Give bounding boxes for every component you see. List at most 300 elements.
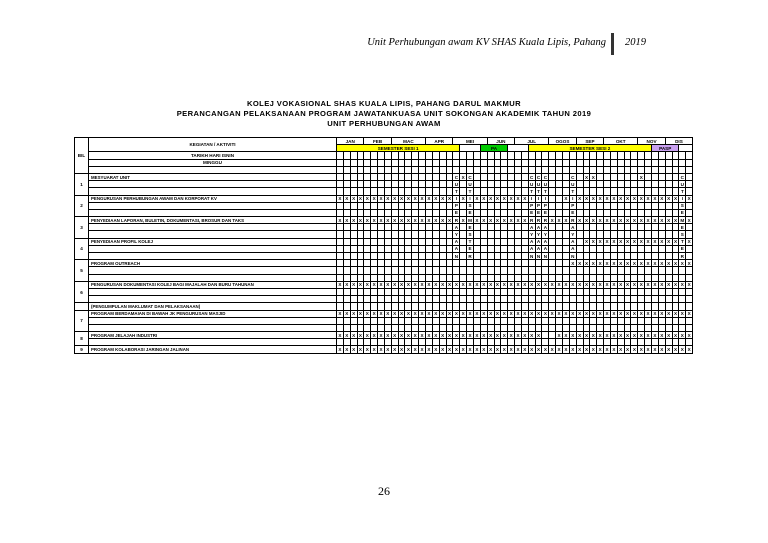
kegiatan-header: KEGIATAN / AKTIVITI [89,138,337,152]
tarikh-label: TARIKH HARI ISNIN [89,152,337,159]
schedule-cell [412,339,419,346]
schedule-cell [590,188,597,195]
week-number-cell [398,159,405,166]
schedule-cell [405,267,412,274]
schedule-mark: X [605,196,609,202]
schedule-mark: X [619,196,623,202]
schedule-cell [686,317,693,324]
schedule-cell [480,317,487,324]
date-cell [364,152,371,159]
schedule-cell [583,324,590,331]
schedule-cell [624,324,631,331]
spacer-cell [645,166,652,173]
schedule-cell [460,209,467,216]
schedule-mark: X [571,260,575,266]
schedule-cell [515,267,522,274]
schedule-cell [535,267,542,274]
spacer-cell [446,166,453,173]
spacer-cell [617,166,624,173]
schedule-mark: X [482,332,486,338]
schedule-cell [624,274,631,281]
schedule-cell [378,324,385,331]
schedule-cell [412,181,419,188]
schedule-cell [679,324,686,331]
week-number-cell [480,159,487,166]
schedule-cell [624,253,631,260]
date-cell [508,152,515,159]
schedule-cell [521,202,528,209]
schedule-cell [426,231,433,238]
schedule-cell [645,303,652,310]
schedule-mark: X [557,347,561,353]
schedule-cell [357,202,364,209]
schedule-mark: X [358,347,362,353]
date-cell [398,152,405,159]
week-number-cell [617,159,624,166]
schedule-mark: X [673,239,678,245]
schedule-cell [631,202,638,209]
schedule-cell [597,317,604,324]
title-line-1: KOLEJ VOKASIONAL SHAS KUALA LIPIS, PAHANG DARUL MAKMUR [246,99,522,108]
schedule-cell [501,303,508,310]
spacer-cell [453,166,460,173]
schedule-cell [686,288,693,295]
schedule-cell [672,253,679,260]
schedule-cell [665,253,672,260]
schedule-mark: X [536,311,541,317]
schedule-cell [549,253,556,260]
schedule-cell [501,339,508,346]
schedule-cell [453,288,460,295]
schedule-cell [515,339,522,346]
schedule-cell [583,253,590,260]
schedule-cell [412,324,419,331]
vertical-letter: A [530,246,534,252]
schedule-cell [453,267,460,274]
schedule-cell [665,202,672,209]
vertical-letter: S [468,232,472,238]
schedule-cell [686,253,693,260]
schedule-cell [556,195,563,202]
schedule-cell [549,202,556,209]
schedule-cell [658,202,665,209]
schedule-cell [398,253,405,260]
schedule-cell [665,188,672,195]
schedule-cell [665,339,672,346]
bil-header: BIL [75,138,89,174]
schedule-cell [460,231,467,238]
schedule-cell [364,173,371,180]
schedule-cell [439,267,446,274]
vertical-letter: R [468,253,472,259]
schedule-mark: X [680,282,684,288]
schedule-mark: X [578,260,582,266]
schedule-cell [480,173,487,180]
schedule-mark: X [379,311,383,317]
schedule-cell [665,296,672,303]
schedule-cell [384,288,391,295]
schedule-mark: X [441,332,445,338]
schedule-cell [521,296,528,303]
schedule-cell [610,317,617,324]
schedule-cell [542,303,549,310]
schedule-mark: X [680,311,684,317]
schedule-cell [398,317,405,324]
week-number-cell [384,159,391,166]
schedule-mark: X [386,332,390,338]
schedule-cell [446,296,453,303]
spacer-cell [631,166,638,173]
schedule-mark: X [434,347,438,353]
schedule-cell [521,209,528,216]
schedule-cell [405,303,412,310]
vertical-letter: E [543,210,547,216]
schedule-cell [624,317,631,324]
vertical-letter: R [454,217,459,223]
schedule-cell [350,288,357,295]
schedule-mark: X [619,347,623,353]
activity-name: (PENGUMPULAN MAKLUMAT DAN PELAKSANAAN) [89,303,337,310]
schedule-cell [473,260,480,267]
schedule-cell [446,317,453,324]
date-cell [672,152,679,159]
schedule-mark: X [550,347,554,353]
schedule-mark: X [646,347,650,353]
schedule-cell [665,303,672,310]
schedule-cell [460,288,467,295]
schedule-cell [624,245,631,252]
schedule-mark: X [660,217,664,223]
week-number-cell [542,159,549,166]
schedule-cell [617,202,624,209]
schedule-cell [515,317,522,324]
schedule-cell [508,181,515,188]
schedule-cell [364,253,371,260]
schedule-cell [480,274,487,281]
date-cell [645,152,652,159]
schedule-mark: X [523,347,527,353]
schedule-cell [419,253,426,260]
spacer-cell [371,166,378,173]
schedule-mark: X [653,260,657,266]
schedule-mark: X [406,347,410,353]
semester-gap [460,145,481,152]
schedule-cell [487,238,494,245]
date-cell [419,152,426,159]
schedule-cell [378,260,385,267]
schedule-cell [501,296,508,303]
schedule-cell [597,339,604,346]
schedule-cell [652,181,659,188]
schedule-cell [405,324,412,331]
schedule-mark: X [475,311,479,317]
activity-number [75,303,89,310]
week-number-cell [686,159,693,166]
schedule-cell [652,188,659,195]
week-number-cell [556,159,563,166]
schedule-cell [426,253,433,260]
schedule-cell [405,231,412,238]
schedule-cell [638,253,645,260]
schedule-cell [597,303,604,310]
schedule-mark: X [605,332,609,338]
schedule-cell [343,339,350,346]
week-number-cell [590,159,597,166]
schedule-cell [398,231,405,238]
spacer-cell [672,166,679,173]
schedule-cell [583,231,590,238]
week-number-cell [624,159,631,166]
vertical-letter: T [528,188,535,195]
schedule-cell [549,188,556,195]
vertical-letter: T [467,188,474,195]
schedule-cell [515,288,522,295]
schedule-cell [378,231,385,238]
schedule-cell [337,267,344,274]
schedule-cell [617,231,624,238]
vertical-letter: T [679,188,686,195]
vertical-letter: A [536,224,541,230]
schedule-cell [460,238,467,245]
spacer-cell [391,166,398,173]
schedule-cell [576,288,583,295]
vertical-letter: U [543,181,548,187]
schedule-cell [597,224,604,231]
schedule-cell [665,274,672,281]
schedule-mark: X [564,282,568,288]
schedule-cell [439,224,446,231]
schedule-mark: X [632,332,636,338]
schedule-mark: X [338,332,342,338]
schedule-cell [528,303,535,310]
schedule-cell [378,339,385,346]
schedule-cell [350,188,357,195]
schedule-cell [357,231,364,238]
date-cell [562,152,569,159]
schedule-mark: X [591,282,595,288]
schedule-cell [337,209,344,216]
schedule-cell [672,274,679,281]
schedule-mark: X [482,282,486,288]
schedule-cell [446,324,453,331]
schedule-cell [453,339,460,346]
schedule-mark: X [591,196,595,202]
schedule-cell [439,231,446,238]
spacer-cell [562,166,569,173]
schedule-cell [652,288,659,295]
schedule-cell [604,324,611,331]
schedule-mark: X [372,196,376,202]
schedule-cell [357,253,364,260]
schedule-mark: X [653,311,657,317]
schedule-cell [405,339,412,346]
schedule-cell [473,317,480,324]
schedule-cell [343,202,350,209]
activity-name-continuation [89,317,337,324]
schedule-mark: X [571,311,575,317]
schedule-cell [405,296,412,303]
schedule-cell [501,181,508,188]
schedule-mark: X [406,282,410,288]
schedule-cell [686,224,693,231]
schedule-cell [467,274,474,281]
vertical-letter: N [543,253,548,259]
schedule-cell [364,288,371,295]
schedule-cell [624,296,631,303]
schedule-cell [535,288,542,295]
schedule-mark: X [646,260,650,266]
schedule-cell [343,253,350,260]
schedule-cell [419,274,426,281]
schedule-cell [364,339,371,346]
schedule-cell [343,224,350,231]
month-header: JAN [337,138,364,145]
schedule-cell [371,253,378,260]
schedule-mark: X [598,347,602,353]
schedule-mark: X [461,196,465,202]
schedule-cell [508,296,515,303]
schedule-cell [549,296,556,303]
schedule-cell [432,288,439,295]
schedule-mark: X [509,196,513,202]
schedule-cell [364,274,371,281]
schedule-cell [638,303,645,310]
schedule-cell [576,173,583,180]
schedule-cell [576,339,583,346]
schedule-cell [357,181,364,188]
schedule-mark: X [646,332,650,338]
schedule-mark: X [454,311,458,317]
schedule-cell [343,267,350,274]
schedule-cell [576,303,583,310]
schedule-cell [631,253,638,260]
schedule-cell [604,339,611,346]
schedule-mark: X [530,347,534,353]
schedule-cell [337,339,344,346]
schedule-cell [487,181,494,188]
schedule-mark: X [399,282,404,288]
schedule-cell [679,288,686,295]
schedule-cell [473,173,480,180]
schedule-cell [439,173,446,180]
schedule-cell [617,324,624,331]
schedule-cell [562,209,569,216]
month-header: OGOS [549,138,576,145]
schedule-cell [391,303,398,310]
schedule-cell [556,288,563,295]
schedule-mark: X [673,196,678,202]
schedule-cell [473,253,480,260]
schedule-mark: X [516,311,520,317]
schedule-cell [357,188,364,195]
vertical-letter: A [571,224,575,230]
schedule-mark: X [393,347,397,353]
schedule-cell [645,188,652,195]
schedule-cell [638,288,645,295]
schedule-cell [638,339,645,346]
schedule-cell [350,339,357,346]
schedule-cell [357,267,364,274]
schedule-mark: X [564,332,568,338]
schedule-mark: X [639,311,643,317]
schedule-cell [521,245,528,252]
schedule-mark: X [345,311,349,317]
date-cell [576,152,583,159]
schedule-mark: X [523,282,527,288]
title-line-2: PERANCANGAN PELAKSANAAN PROGRAM JAWATANKUASA UNIT SOKONGAN AKADEMIK TAHUN 2019 [176,109,592,119]
schedule-mark: X [372,332,376,338]
schedule-cell [378,181,385,188]
schedule-cell [412,209,419,216]
schedule-cell [658,339,665,346]
vertical-letter: A [454,239,459,245]
spacer-cell [501,166,508,173]
schedule-mark: X [550,282,554,288]
schedule-mark: X [447,311,452,317]
schedule-cell [432,260,439,267]
schedule-cell [631,173,638,180]
schedule-cell [624,339,631,346]
schedule-cell [610,202,617,209]
date-cell [617,152,624,159]
schedule-mark: X [523,311,527,317]
schedule-cell [604,202,611,209]
schedule-cell [460,267,467,274]
schedule-mark: X [386,196,390,202]
schedule-cell [556,303,563,310]
schedule-cell [631,231,638,238]
schedule-mark: X [557,332,561,338]
schedule-cell [617,224,624,231]
schedule-mark: X [646,311,650,317]
schedule-cell [535,274,542,281]
schedule-cell [631,245,638,252]
schedule-cell [617,317,624,324]
schedule-cell [357,324,364,331]
schedule-cell [542,296,549,303]
schedule-mark: X [434,196,438,202]
schedule-cell [562,317,569,324]
schedule-cell [337,224,344,231]
schedule-cell [350,324,357,331]
schedule-cell [686,303,693,310]
schedule-mark: X [489,196,493,202]
schedule-cell [364,267,371,274]
schedule-cell [645,253,652,260]
schedule-cell [343,238,350,245]
schedule-cell [487,260,494,267]
schedule-mark: X [612,332,616,338]
schedule-cell [439,324,446,331]
schedule-cell [419,181,426,188]
schedule-cell [460,253,467,260]
schedule-cell [652,202,659,209]
schedule-cell [597,181,604,188]
schedule-cell [446,238,453,245]
schedule-cell [658,288,665,295]
schedule-cell [515,188,522,195]
vertical-letter: U [530,181,534,187]
schedule-mark: X [584,239,589,245]
schedule-mark: X [502,217,506,223]
schedule-cell [487,253,494,260]
schedule-cell [398,260,405,267]
schedule-mark: X [673,311,678,317]
schedule-cell [371,181,378,188]
week-number-cell [343,159,350,166]
schedule-cell [378,317,385,324]
schedule-cell [604,209,611,216]
